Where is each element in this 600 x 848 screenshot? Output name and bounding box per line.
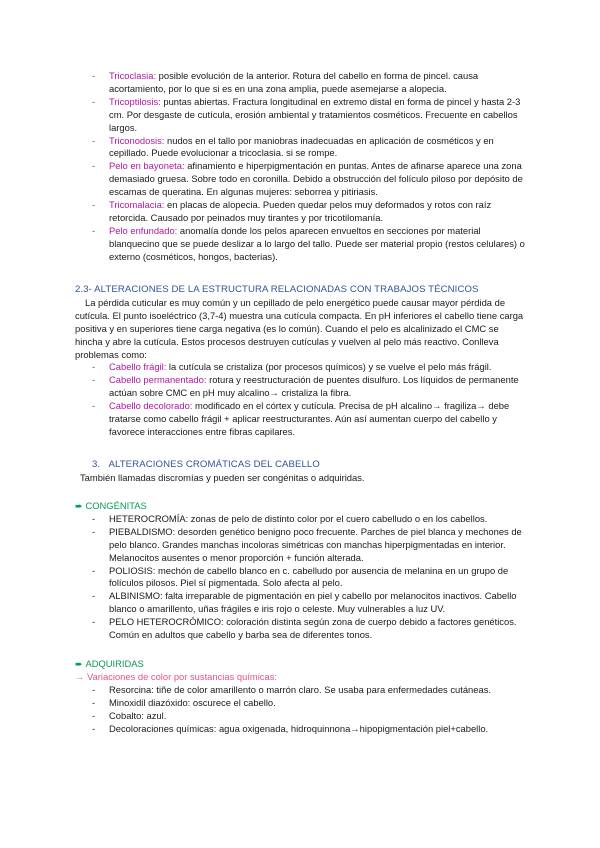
bullet-dash: - <box>92 134 96 146</box>
item-text: Minoxidil diazóxido: oscurece el cabello. <box>109 696 276 708</box>
term: Cabello decolorado: <box>109 400 193 412</box>
bullet-dash: - <box>92 70 96 81</box>
bullet-dash: - <box>92 199 96 211</box>
bullet-dash: - <box>92 361 96 373</box>
bullet-dash: - <box>92 696 96 708</box>
section-title: ALTERACIONES CROMÁTICAS DEL CABELLO <box>108 459 320 470</box>
list-item <box>0 96 600 135</box>
definition: la cutícula se cristaliza (por procesos químicos) y se vuelve el pelo más frágil. <box>166 361 492 373</box>
structural-alterations-list <box>0 70 600 264</box>
list-item <box>0 697 600 710</box>
item-text: POLIOSIS: mechón de cabello blanco en c. cabelludo por ausencia de melanina en un grupo de folículos pilosos. Piel sí pigmentada. Solo afecta al pelo. <box>109 564 509 589</box>
list-item <box>0 361 600 374</box>
item-text: PIEBALDISMO: desorden genético benigno poco frecuente. Parches de piel blanca y mechones de pelo blanco. Grandes manchas incoloras simétricas con manchas hiperpigmentadas en interior. Melanocitos ausentes o menor proporción + función alterada. <box>109 525 522 563</box>
item-text: Cobalto: azul. <box>109 709 167 721</box>
sub-heading <box>0 671 600 684</box>
bullet-dash: - <box>92 374 96 386</box>
term: Triconodosis: <box>109 134 165 146</box>
definition: posible evolución de la anterior. Rotura del cabello en forma de pincel. causa acortamiento, por lo que si es en una zona amplia, puede asemejarse a alopecia. <box>109 70 479 94</box>
section-3 <box>0 459 600 485</box>
definition: anomalía donde los pelos aparecen envueltos en secciones por material blanquecino que se puede deslizar a lo largo del tallo. Puede ser material propio (restos celulares) o externo (cosméticos, hongos, bacterias). <box>109 224 525 262</box>
bullet-dash: - <box>92 400 96 412</box>
bullet-dash: - <box>92 616 96 628</box>
section-number: 3. <box>92 459 101 470</box>
section-2-3 <box>0 284 600 439</box>
section-heading: 2.3- ALTERACIONES DE LA ESTRUCTURA RELACIONADAS CON TRABAJOS TÉCNICOS <box>75 284 479 295</box>
list-item <box>0 723 600 736</box>
list-item <box>0 710 600 723</box>
bullet-dash: - <box>92 95 96 107</box>
term: Pelo enfundado: <box>109 224 178 236</box>
sub-heading-text: Variaciones de color por sustancias químicas: <box>86 670 278 682</box>
congenital-list <box>0 513 600 642</box>
arrow-icon: ➨ <box>75 500 83 511</box>
acquired-list <box>0 684 600 736</box>
bullet-dash: - <box>92 722 96 734</box>
list-item <box>0 160 600 199</box>
definition: modificado en el córtex y cutícula. Precisa de pH alcalino→ fragiliza→ debe tratarse como cabello frágil + aplicar reestructurantes. Aún así aumentan cuerpo del cabello y favorece interacciones entre fibras capilares. <box>109 400 510 437</box>
list-item <box>0 225 600 264</box>
item-text: HETEROCROMÍA: zonas de pelo de distinto color por el cuero cabelludo o en los cabellos. <box>109 512 488 524</box>
term: Tricomalacia: <box>109 199 165 211</box>
definition: nudos en el tallo por maniobras inadecuadas en aplicación de cosméticos y en cepillado. Puede evolucionar a tricoclasia. si se rompe. <box>109 134 494 159</box>
item-text: Decoloraciones químicas: agua oxigenada, hidroquinnona→hipopigmentación piel+cabello. <box>109 722 489 734</box>
term: Tricoclasia: <box>109 70 157 81</box>
bullet-dash: - <box>92 224 96 236</box>
definition: afinamiento e hiperpigmentación en puntas. Antes de afinarse aparece una zona demasiado gruesa. Sobre todo en coronilla. Debido a obstrucción del folículo piloso por depósito de escamas de queratina. En algunas mujeres: seborrea y pitiriasis. <box>109 160 523 198</box>
list-item <box>0 513 600 526</box>
list-item <box>0 70 600 96</box>
subsection-heading <box>0 500 600 513</box>
list-item <box>0 616 600 642</box>
intro-list-block <box>0 70 600 264</box>
list-item <box>0 374 600 400</box>
section-paragraph: La pérdida cuticular es muy común y un cepillado de pelo energético puede causar mayor pérdida de cutícula. El punto isoeléctrico (3,7-4) muestra una cutícula compacta. En pH inferiores el cabello tiene carga positiva y en superiores tiene carga negativa (es lo común). Cuando el pelo es alcalinizado el CMC se hincha y abre la cutícula. Estos procesos destruyen cutículas y vuelven al pelo más reactivo. Conlleva problemas como: <box>75 296 524 360</box>
subsection-title: ADQUIRIDAS <box>85 658 144 669</box>
bullet-dash: - <box>92 525 96 537</box>
arrow-icon: ➨ <box>75 658 83 669</box>
bullet-dash: - <box>92 160 96 172</box>
definition: rotura y reestructuración de puentes disulfuro. Los líquidos de permanente actúan sobre CMC en pH muy alcalino→ cristaliza la fibra. <box>109 374 519 399</box>
congenitas-block <box>0 500 600 642</box>
list-item <box>0 400 600 439</box>
term: Cabello permanentado: <box>109 374 207 386</box>
subsection-heading <box>0 658 600 671</box>
bullet-dash: - <box>92 683 96 695</box>
list-item <box>0 199 600 225</box>
item-text: PELO HETEROCRÓMICO: coloración distinta según zona de cuerpo debido a factores genéticos. Común en adultos que cabello y barba sea de diferentes tonos. <box>109 616 517 641</box>
term: Cabello frágil: <box>109 361 167 373</box>
adquiridas-block <box>0 658 600 735</box>
right-arrow-icon: → <box>75 670 85 682</box>
bullet-dash: - <box>92 709 96 721</box>
bullet-dash: - <box>92 512 96 524</box>
bullet-dash: - <box>92 564 96 576</box>
term: Pelo en bayoneta: <box>109 160 185 172</box>
definition: en placas de alopecia. Pueden quedar pelos muy deformados y rotos con raíz retorcida. Causado por peinados muy tirantes y por tricotilomanía. <box>109 199 492 223</box>
bullet-dash: - <box>92 590 96 602</box>
item-text: Resorcina: tiñe de color amarillento o marrón claro. Se usaba para enfermedades cutáneas. <box>109 683 491 695</box>
item-text: ALBINISMO: falta irreparable de pigmentación en piel y cabello por melanocitos inactivos. Cabello blanco o amarillento, uñas frágiles e iris rojo o celeste. Muy vulnerables a luz UV. <box>109 590 517 615</box>
list-item <box>0 565 600 591</box>
section-heading <box>0 459 600 472</box>
section-intro: También llamadas discromías y pueden ser congénitas o adquiridas. <box>80 471 365 483</box>
list-item <box>0 590 600 616</box>
definition: puntas abiertas. Fractura longitudinal en extremo distal en forma de pincel y hasta 2-3 cm. Por desgaste de cutícula, erosión ambiental y tratamientos cosméticos. Frecuente en cabellos largos. <box>109 95 521 133</box>
list-item <box>0 526 600 565</box>
term: Tricoptilosis: <box>109 95 161 107</box>
list-item <box>0 135 600 161</box>
subsection-title: CONGÉNITAS <box>85 500 147 511</box>
list-item <box>0 684 600 697</box>
technical-alterations-list <box>0 361 600 438</box>
